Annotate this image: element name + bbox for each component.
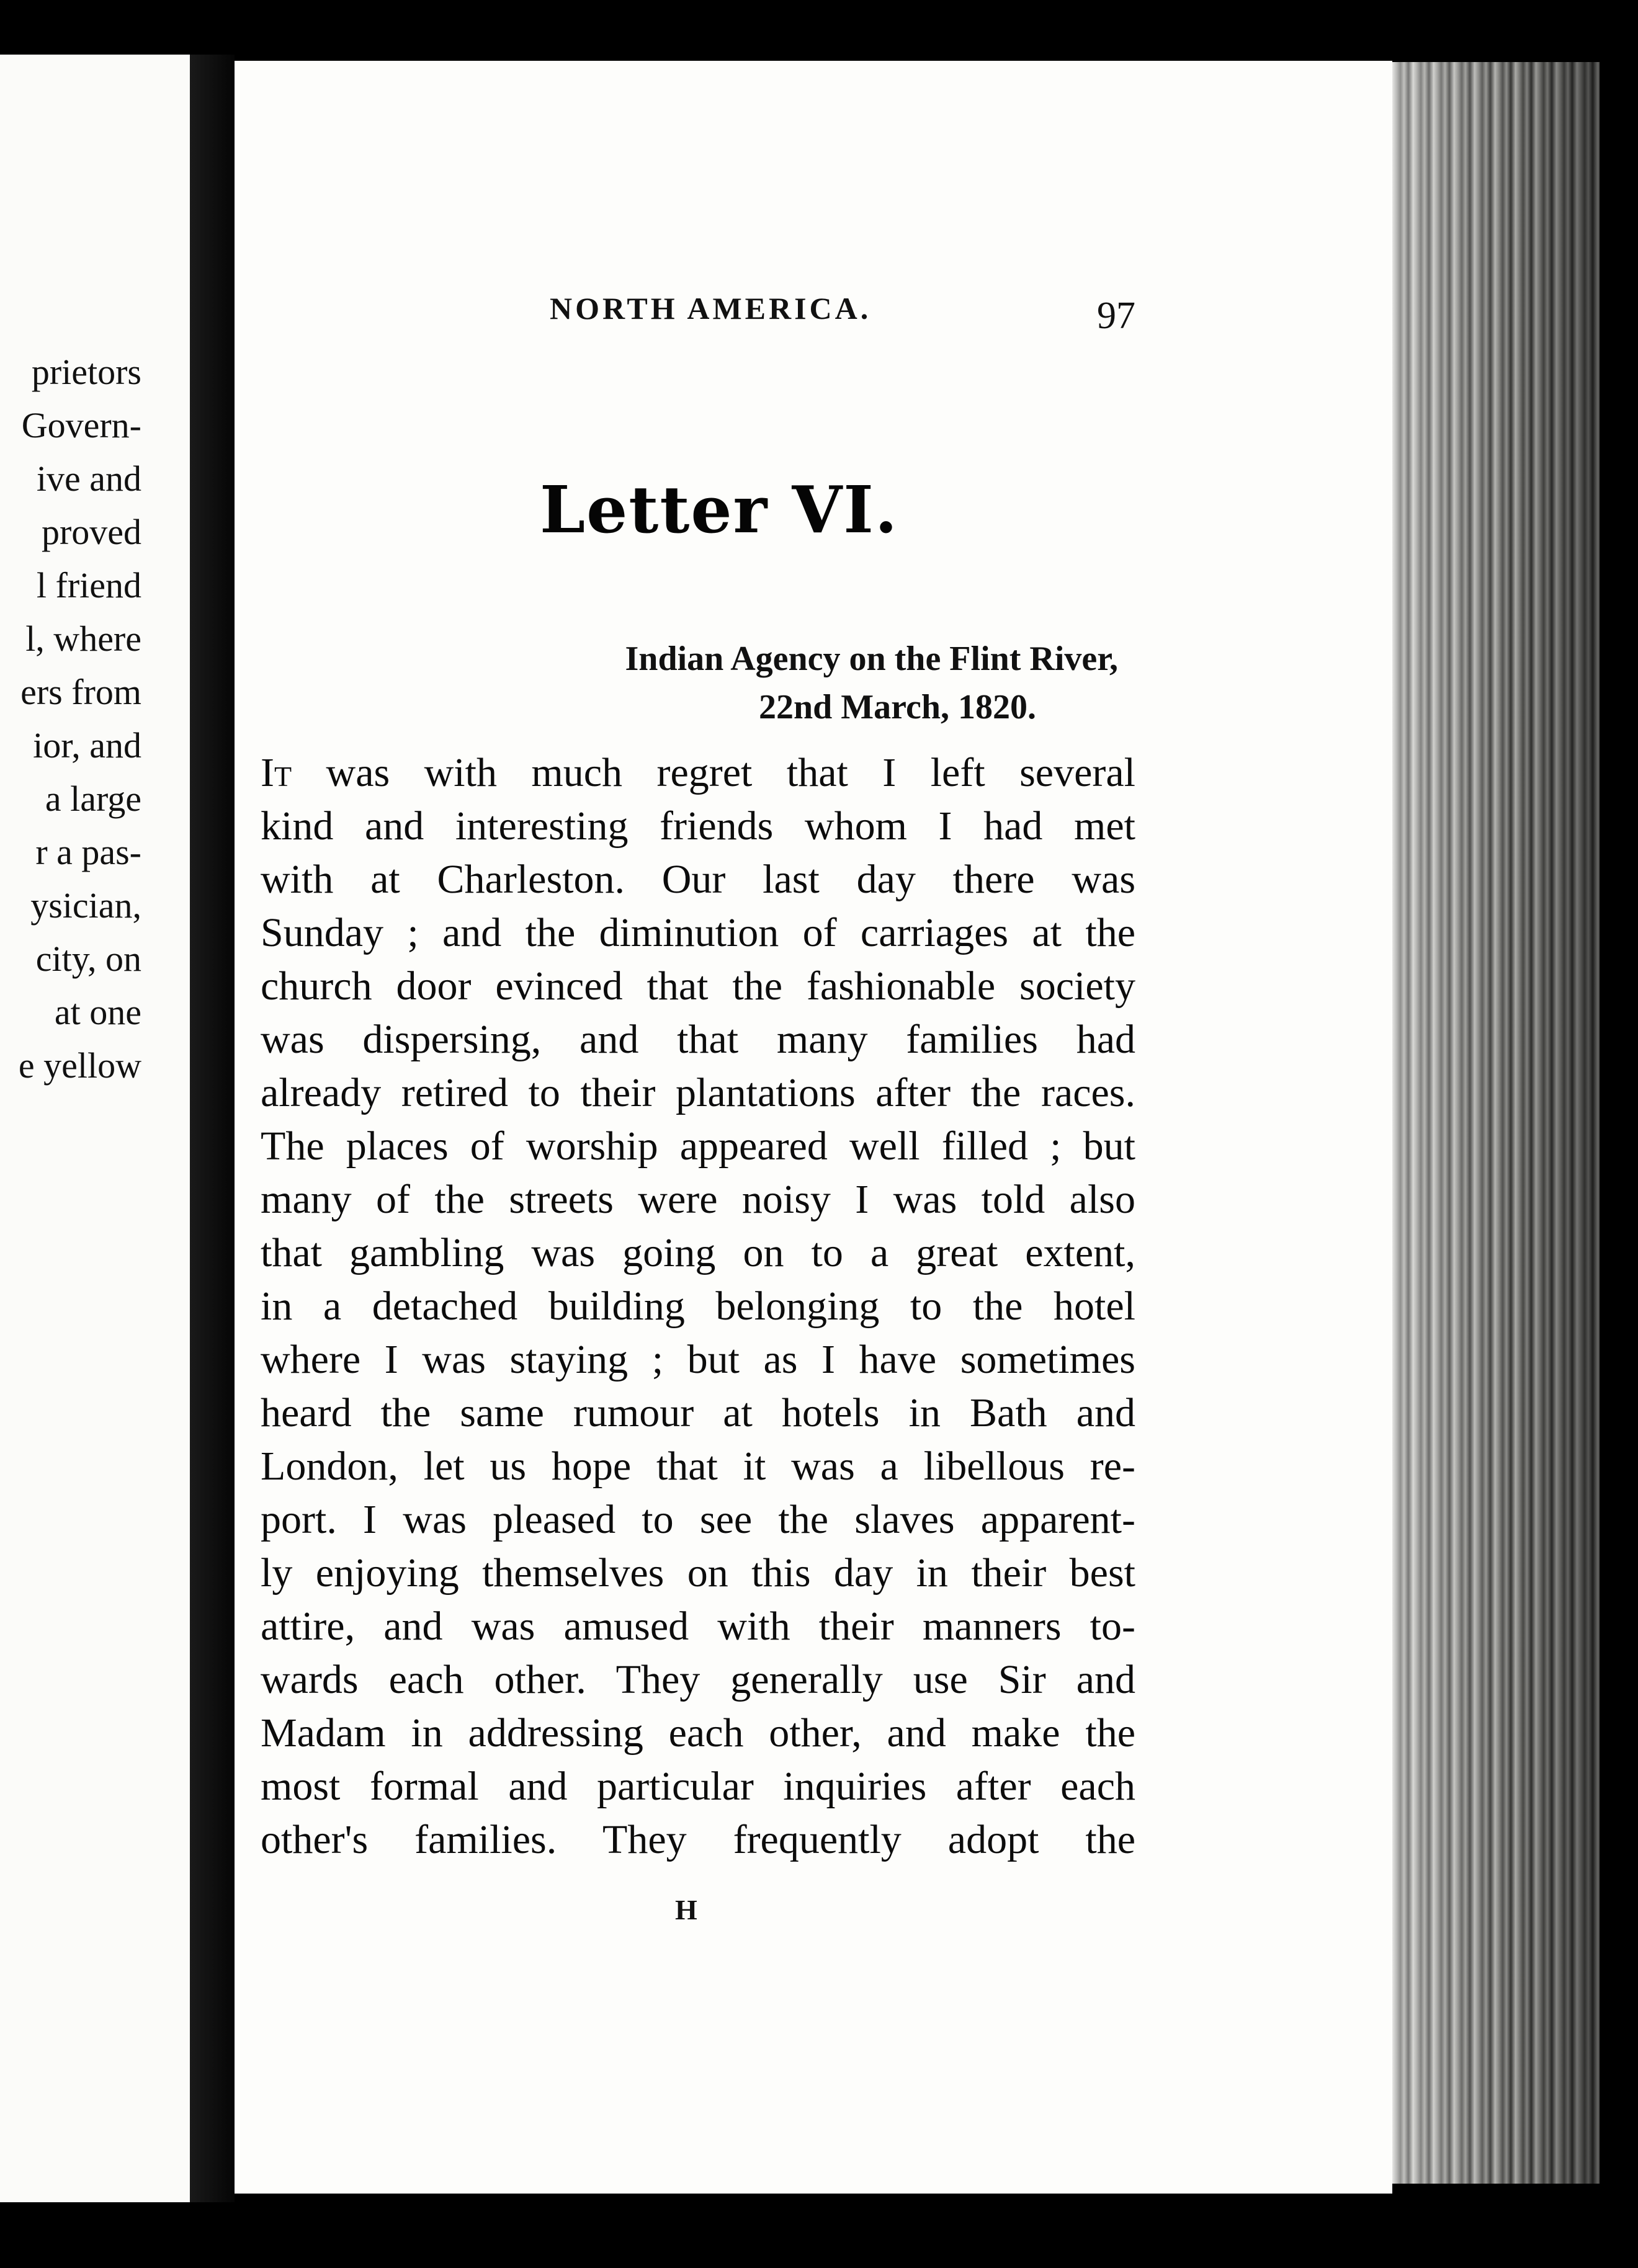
body-line: many of the streets were noisy I was told also: [261, 1177, 1135, 1222]
page-number: 97: [1097, 295, 1135, 337]
left-fragment: e yellow: [18, 1045, 141, 1086]
left-fragment: Govern-: [21, 405, 141, 445]
body-line: already retired to their plantations after the races.: [261, 1070, 1135, 1115]
body-line-text: was with much regret that I left several: [292, 750, 1135, 795]
body-line: kind and interesting friends whom I had met: [261, 803, 1135, 849]
body-line: was dispersing, and that many families had: [261, 1017, 1135, 1062]
body-line: [261, 749, 1135, 797]
left-fragment: city, on: [35, 939, 141, 979]
running-head: NORTH AMERICA.: [550, 291, 872, 326]
body-line: port. I was pleased to see the slaves apparent-: [261, 1497, 1135, 1542]
body-line: that gambling was going on to a great extent,: [261, 1230, 1135, 1275]
dateline-place: Indian Agency on the Flint River,: [625, 640, 1118, 678]
signature-mark: H: [675, 1894, 697, 1926]
body-line: other's families. They frequently adopt the: [261, 1817, 1135, 1862]
left-fragment: l, where: [25, 618, 141, 659]
left-fragment: ive and: [36, 458, 141, 499]
body-line: ly enjoying themselves on this day in their best: [261, 1550, 1135, 1596]
body-line: attire, and was amused with their manners to-: [261, 1604, 1135, 1649]
book-edge: [1392, 62, 1600, 2184]
body-line: wards each other. They generally use Sir and: [261, 1657, 1135, 1702]
left-page: [0, 55, 190, 2202]
body-line: in a detached building belonging to the hotel: [261, 1284, 1135, 1329]
body-line: with at Charleston. Our last day there was: [261, 857, 1135, 902]
body-line: heard the same rumour at hotels in Bath and: [261, 1390, 1135, 1435]
left-fragment: ior, and: [33, 725, 141, 766]
body-line: The places of worship appeared well filled ; but: [261, 1123, 1135, 1169]
left-fragment: r a pas-: [35, 832, 141, 872]
left-fragment: at one: [54, 992, 141, 1032]
body-line: Madam in addressing each other, and make the: [261, 1710, 1135, 1756]
body-line: London, let us hope that it was a libellous re-: [261, 1444, 1135, 1489]
left-fragment: ysician,: [30, 885, 141, 926]
left-fragment: l friend: [36, 565, 141, 605]
left-fragment: a large: [45, 779, 141, 819]
letter-heading: Letter VI.: [540, 471, 899, 548]
dateline-date: 22nd March, 1820.: [759, 688, 1036, 726]
left-fragment: ers from: [20, 672, 141, 712]
body-line: most formal and particular inquiries after each: [261, 1764, 1135, 1809]
page-gutter: [190, 55, 235, 2202]
left-fragment: proved: [41, 512, 141, 552]
body-line: church door evinced that the fashionable society: [261, 963, 1135, 1009]
body-line: where I was staying ; but as I have sometimes: [261, 1337, 1135, 1382]
body-line: Sunday ; and the diminution of carriages at the: [261, 910, 1135, 955]
left-fragment: prietors: [31, 352, 141, 392]
initial-word: It: [261, 750, 292, 795]
